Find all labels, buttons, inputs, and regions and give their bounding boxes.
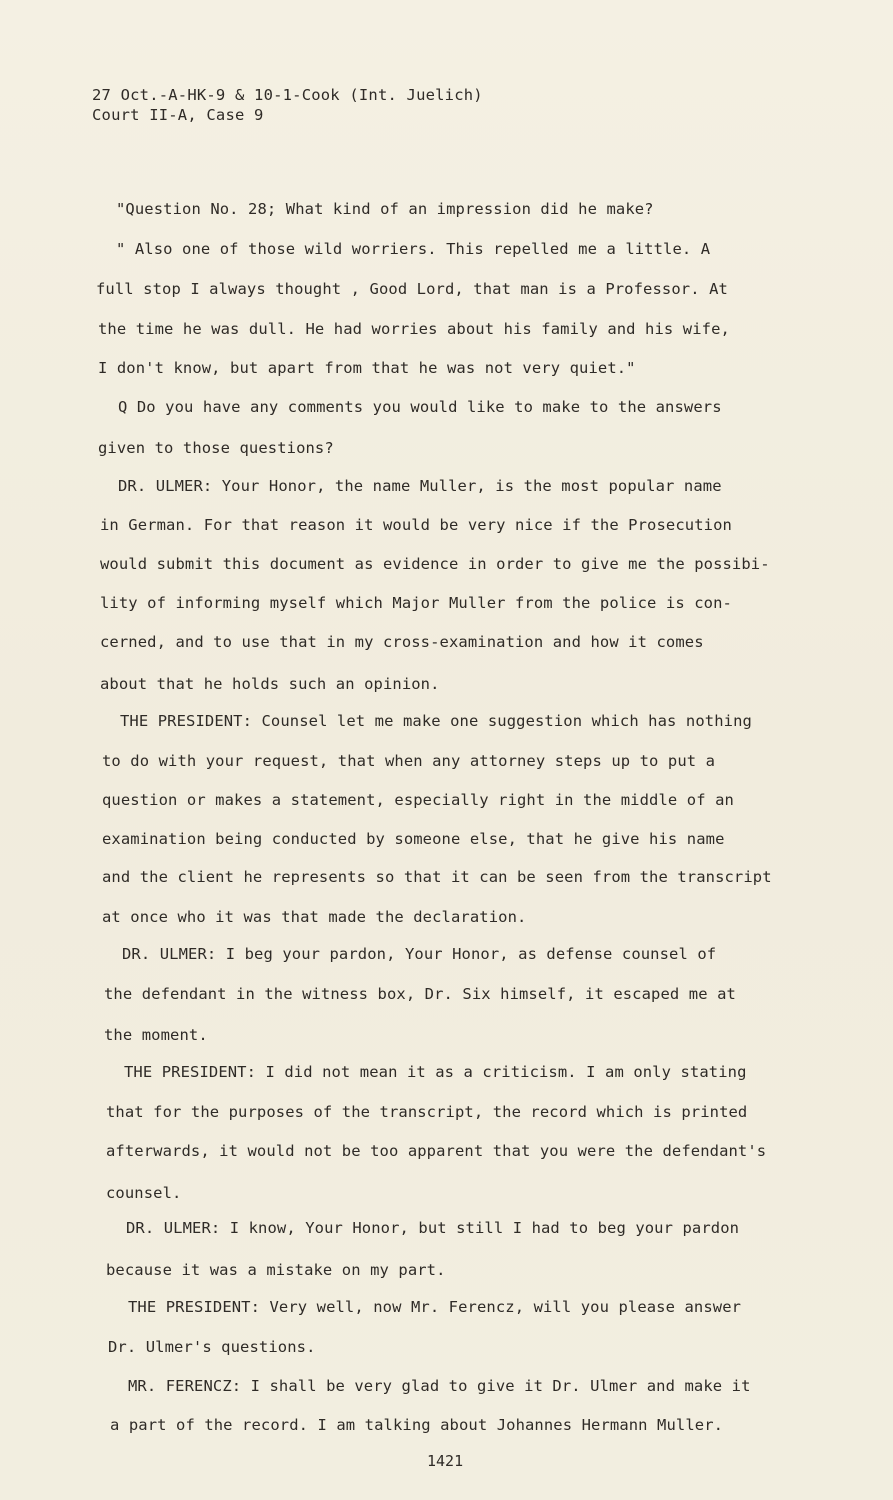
transcript-line: the defendant in the witness box, Dr. Six himself, it escaped me at [104,985,736,1003]
transcript-line: THE PRESIDENT: Very well, now Mr. Ferencz, will you please answer [128,1298,742,1316]
transcript-line: MR. FERENCZ: I shall be very glad to give it Dr. Ulmer and make it [128,1377,751,1395]
page-number: 1421 [427,1452,464,1470]
transcript-line: because it was a mistake on my part. [106,1261,446,1279]
transcript-line: DR. ULMER: I know, Your Honor, but still I had to beg your pardon [126,1219,740,1237]
transcript-line: examination being conducted by someone else, that he give his name [102,830,725,848]
transcript-line: counsel. [106,1184,182,1202]
transcript-line: Dr. Ulmer's questions. [108,1338,316,1356]
transcript-line: about that he holds such an opinion. [100,675,440,693]
transcript-line: cerned, and to use that in my cross-examination and how it comes [100,633,704,651]
transcript-line: at once who it was that made the declaration. [102,908,527,926]
transcript-line: question or makes a statement, especially right in the middle of an [102,791,734,809]
transcript-line: and the client he represents so that it can be seen from the transcript [102,868,772,886]
transcript-line: given to those questions? [98,439,334,457]
transcript-line: that for the purposes of the transcript, the record which is printed [106,1103,748,1121]
transcript-line: to do with your request, that when any attorney steps up to put a [102,752,716,770]
transcript-line: lity of informing myself which Major Muller from the police is con- [100,594,732,612]
transcript-line: the time he was dull. He had worries about his family and his wife, [98,320,730,338]
header-court-line: Court II-A, Case 9 [92,106,264,124]
transcript-line: would submit this document as evidence in order to give me the possibi- [100,555,770,573]
transcript-line: afterwards, it would not be too apparent that you were the defendant's [106,1142,767,1160]
transcript-line: the moment. [104,1026,208,1044]
transcript-line: THE PRESIDENT: I did not mean it as a criticism. I am only stating [124,1063,747,1081]
transcript-line: in German. For that reason it would be very nice if the Prosecution [100,516,732,534]
transcript-line: DR. ULMER: I beg your pardon, Your Honor, as defense counsel of [122,945,717,963]
transcript-line: full stop I always thought , Good Lord, that man is a Professor. At [96,280,728,298]
transcript-line: "Question No. 28; What kind of an impression did he make? [116,200,654,218]
header-reference-line: 27 Oct.-A-HK-9 & 10-1-Cook (Int. Juelich) [92,86,483,104]
transcript-line: Q Do you have any comments you would like to make to the answers [118,398,722,416]
transcript-line: I don't know, but apart from that he was not very quiet." [98,359,636,377]
transcript-line: a part of the record. I am talking about Johannes Hermann Muller. [110,1416,724,1434]
transcript-line: " Also one of those wild worriers. This repelled me a little. A [116,240,711,258]
transcript-line: DR. ULMER: Your Honor, the name Muller, is the most popular name [118,477,722,495]
transcript-line: THE PRESIDENT: Counsel let me make one suggestion which has nothing [120,712,752,730]
